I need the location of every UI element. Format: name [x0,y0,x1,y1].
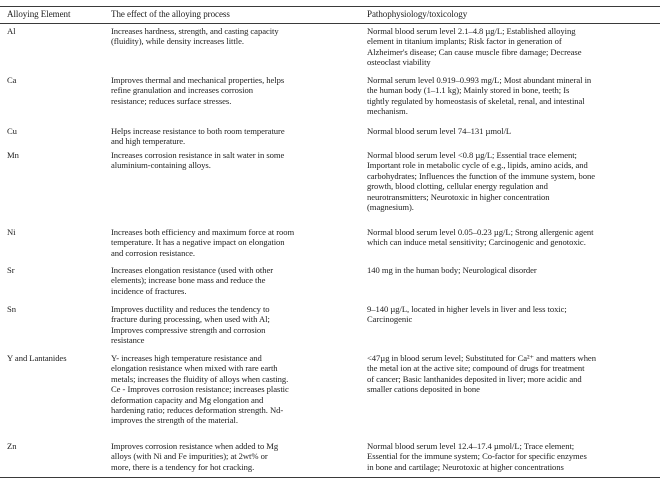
row-sr-patho: 140 mg in the human body; Neurological disorder [367,265,537,275]
header-rule [0,23,660,24]
row-al-element: Al [7,26,16,36]
table-bottom-rule [0,477,660,478]
row-sr-element: Sr [7,265,15,275]
row-ca-element: Ca [7,75,17,85]
row-mn-patho: Normal blood serum level <0.8 µg/L; Essential trace element; Important role in metabolic cycle of e.g., lipids, amino acids, and carbohydrates; Influences the function of the immune system, bone growth, blood clotting, cellular energy regulation and neurotransmitters; Neurotoxic in higher concentration (magnesium). [367,150,595,213]
row-zn-effect: Improves corrosion resistance when added to Mg alloys (with Ni and Fe impurities); at 2wt% or more, there is a tendency for hot cracking. [111,441,279,472]
row-al-patho: Normal blood serum level 2.1–4.8 µg/L; Established alloying element in titanium implants; Risk factor in generation of Alzheimer's disease; Can cause muscle fibre damage; Decrease osteoclast viability [367,26,582,68]
row-ni-patho: Normal blood serum level 0.05–0.23 µg/L; Strong allergenic agent which can induce metal sensitivity; Carcinogenic and genotoxic. [367,227,594,248]
header-effect: The effect of the alloying process [111,9,230,19]
row-sn-element: Sn [7,304,16,314]
row-cu-effect: Helps increase resistance to both room temperature and high temperature. [111,126,285,147]
row-zn-patho: Normal blood serum level 12.4–17.4 µmol/L; Trace element; Essential for the immune system; Co-factor for specific enzymes in bone and cartilage; Neurotoxic at higher concentrations [367,441,587,472]
row-y-lantanides-patho: <47µg in blood serum level; Substituted for Ca²⁺ and matters when the metal ion at the active site; compound of drugs for treatment of cancer; Basic lanthanides deposited in liver; more acidic and smaller cations deposited in bone [367,353,596,395]
row-sr-effect: Increases elongation resistance (used with other elements); increase bone mass and reduce the incidence of fractures. [111,265,274,296]
row-y-lantanides-effect: Y- increases high temperature resistance and elongation resistance when mixed with rare earth metals; increases the fluidity of alloys when casting. Ce - Improves corrosion resistance; increases plastic deformation capacity and Mg elongation and hardening ratio; reduces deformation strength. Nd- improves the strength of the material. [111,353,289,426]
row-sn-patho: 9–140 µg/L, located in higher levels in liver and less toxic; Carcinogenic [367,304,567,325]
row-ca-effect: Improves thermal and mechanical properties, helps refine granulation and increases corrosion resistance; reduces surface stresses. [111,75,285,106]
row-al-effect: Increases hardness, strength, and casting capacity (fluidity), while density increases little. [111,26,279,47]
header-pathophysiology: Pathophysiology/toxicology [367,9,468,19]
row-cu-patho: Normal blood serum level 74–131 µmol/L [367,126,512,136]
row-mn-element: Mn [7,150,19,160]
row-zn-element: Zn [7,441,17,451]
row-y-lantanides-element: Y and Lantanides [7,353,67,363]
row-ni-effect: Increases both efficiency and maximum force at room temperature. It has a negative impact on elongation and corrosion resistance. [111,227,295,258]
row-cu-element: Cu [7,126,17,136]
row-sn-effect: Improves ductility and reduces the tendency to fracture during processing, when used with Al; Improves compressive strength and corrosion resistance [111,304,270,346]
header-alloying-element: Alloying Element [7,9,71,19]
row-ca-patho: Normal serum level 0.919–0.993 mg/L; Most abundant mineral in the human body (1–1.1 kg); Mainly stored in bone, teeth; Is tightly regulated by homeostasis of skeletal, renal, and intestinal mechanism. [367,75,592,117]
row-ni-element: Ni [7,227,16,237]
row-mn-effect: Increases corrosion resistance in salt water in some aluminium-containing alloys. [111,150,285,171]
table-top-rule [0,6,660,7]
